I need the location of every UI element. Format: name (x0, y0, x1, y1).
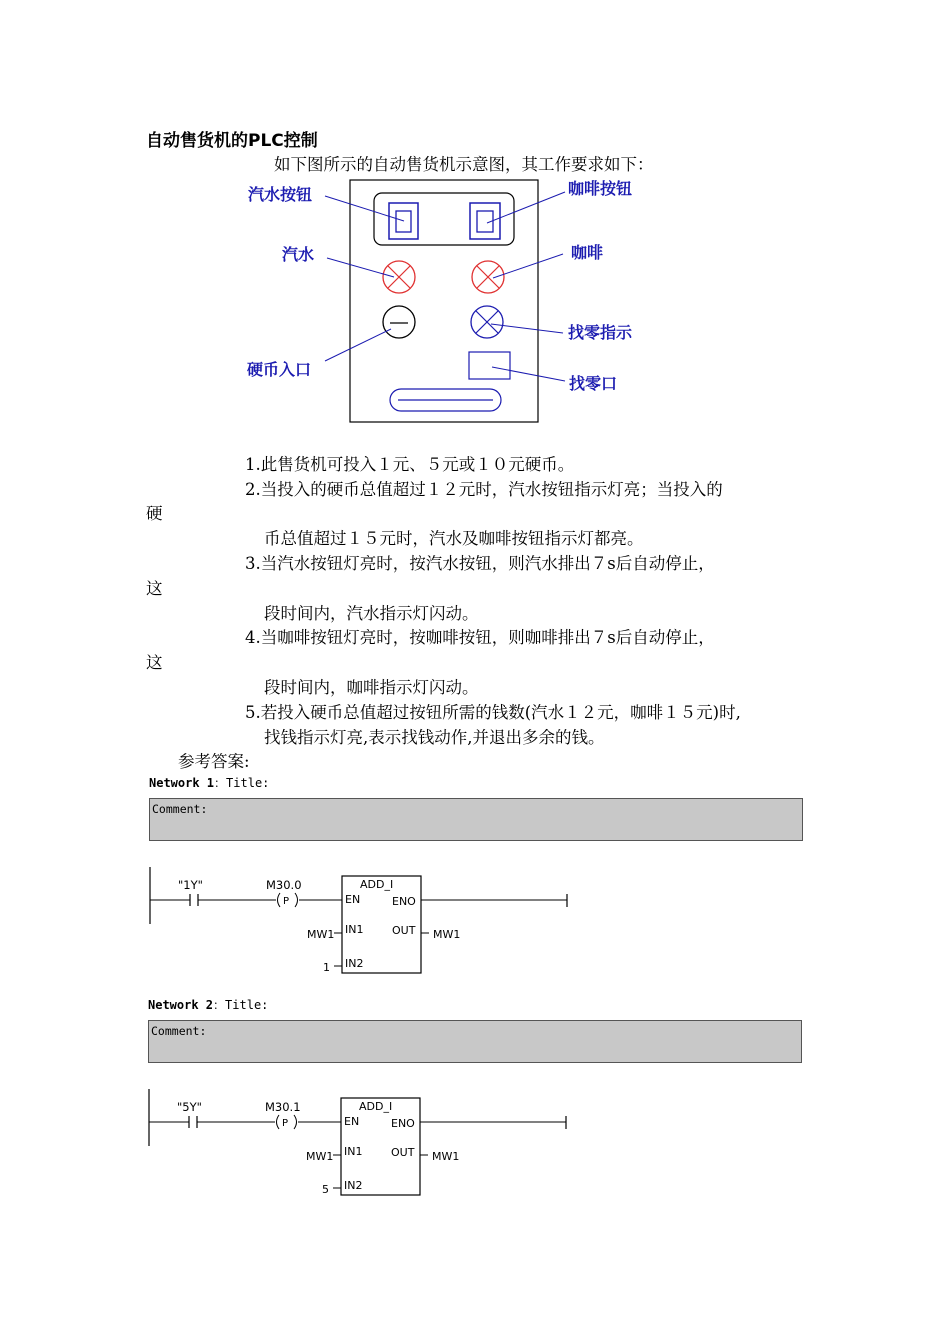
answer-label: 参考答案: (178, 752, 250, 771)
network-1-title: Title: (226, 776, 270, 790)
machine-body (350, 180, 538, 422)
network-2-comment-label: Comment: (151, 1024, 207, 1038)
network-2-out: OUT (391, 1146, 415, 1159)
network-2-title: Title: (225, 998, 269, 1012)
label-change-slot: 找零口 (569, 374, 618, 393)
requirement-1: 1.此售货机可投入１元、５元或１０元硬币。 (245, 455, 575, 474)
network-2-in1: IN1 (344, 1145, 363, 1158)
network-1-box-name: ADD_I (360, 878, 394, 891)
network-1-eno: ENO (392, 895, 416, 908)
network-1-ladder (0, 862, 950, 982)
network-2-out-val: MW1 (432, 1150, 460, 1163)
network-1-comment-label: Comment: (152, 802, 208, 816)
network-2-eno: ENO (391, 1117, 415, 1130)
network-1-out-val: MW1 (433, 928, 461, 941)
network-2-in2: IN2 (344, 1179, 363, 1192)
network-2-label: Network 2 (148, 998, 214, 1012)
requirement-2-cont: 币总值超过１５元时，汽水及咖啡按钮指示灯都亮。 (264, 529, 644, 548)
network-2-edge-addr: M30.1 (265, 1100, 301, 1114)
network-2-contact: "5Y" (177, 1100, 202, 1114)
network-1-edge-letter: P (283, 896, 290, 907)
change-indicator-icon (471, 306, 503, 338)
network-1-edge-addr: M30.0 (266, 878, 302, 892)
network-1-in2-val: 1 (323, 961, 330, 974)
network-2-en: EN (344, 1115, 360, 1128)
label-soda-button: 汽水按钮 (248, 185, 313, 204)
requirement-2-wrap: 硬 (146, 504, 163, 523)
label-coffee: 咖啡 (571, 243, 604, 262)
requirement-4-wrap: 这 (146, 653, 163, 672)
network-2-header: Network 2：Title: (148, 998, 269, 1012)
coin-slot-icon (383, 306, 415, 338)
network-1-header: Network 1：Title: (149, 776, 270, 790)
contact-icon (189, 1116, 197, 1128)
requirement-3: 3.当汽水按钮灯亮时，按汽水按钮，则汽水排出７s后自动停止， (245, 554, 715, 573)
network-2-comment-box[interactable] (148, 1020, 802, 1063)
dispense-tray-icon (390, 389, 501, 411)
requirement-5: 5.若投入硬币总值超过按钮所需的钱数(汽水１２元，咖啡１５元)时, (245, 703, 741, 722)
label-coffee-button: 咖啡按钮 (568, 179, 633, 198)
network-1-in2: IN2 (345, 957, 364, 970)
network-2-ladder (0, 1084, 950, 1204)
change-slot-icon (469, 352, 510, 379)
network-2-in1-val: MW1 (306, 1150, 334, 1163)
network-2-edge-letter: P (282, 1118, 289, 1129)
document-title: 自动售货机的PLC控制 (146, 131, 318, 151)
requirement-5-cont: 找钱指示灯亮,表示找钱动作,并退出多余的钱。 (264, 728, 605, 747)
network-1-en: EN (345, 893, 361, 906)
intro-text: 如下图所示的自动售货机示意图，其工作要求如下： (274, 155, 654, 174)
network-1-in1-val: MW1 (307, 928, 335, 941)
vending-machine-diagram (0, 0, 950, 440)
network-1-out: OUT (392, 924, 416, 937)
requirement-3-wrap: 这 (146, 579, 163, 598)
contact-icon (190, 894, 198, 906)
requirement-4-cont: 段时间内，咖啡指示灯闪动。 (264, 678, 479, 697)
soda-lamp-icon (383, 261, 415, 293)
network-1-label: Network 1 (149, 776, 215, 790)
requirement-4: 4.当咖啡按钮灯亮时，按咖啡按钮，则咖啡排出７s后自动停止， (245, 628, 715, 647)
coffee-lamp-icon (472, 261, 504, 293)
requirement-2: 2.当投入的硬币总值超过１２元时，汽水按钮指示灯亮；当投入的 (245, 480, 723, 499)
network-2-in2-val: 5 (322, 1183, 329, 1196)
label-coin-slot: 硬币入口 (247, 360, 312, 379)
leader-lines (325, 192, 565, 381)
network-1-contact: "1Y" (178, 878, 203, 892)
coffee-button-icon (470, 203, 500, 239)
network-2-box-name: ADD_I (359, 1100, 393, 1113)
label-soda: 汽水 (282, 245, 315, 264)
network-1-in1: IN1 (345, 923, 364, 936)
requirement-3-cont: 段时间内，汽水指示灯闪动。 (264, 604, 479, 623)
network-1-comment-box[interactable] (149, 798, 803, 841)
label-change-indicator: 找零指示 (568, 323, 633, 342)
